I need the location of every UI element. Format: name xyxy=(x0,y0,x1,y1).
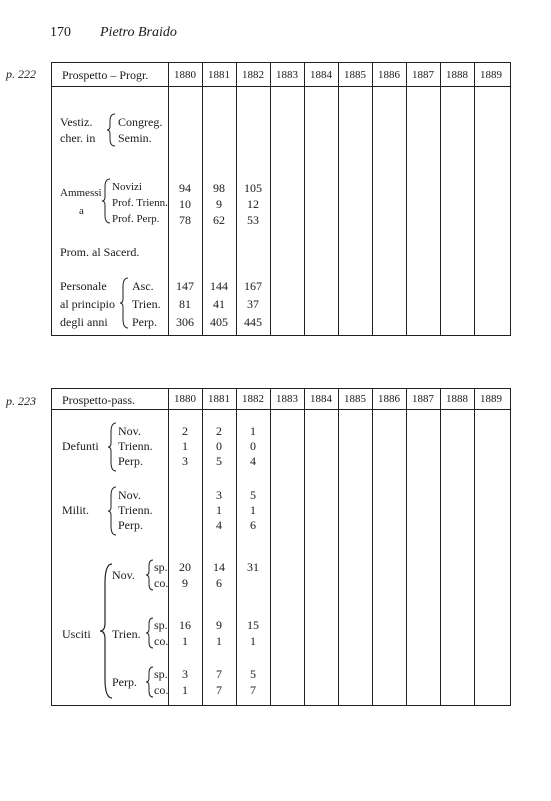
table-cell: 10 xyxy=(179,197,191,211)
table-cell: 3 xyxy=(182,454,188,468)
usciti-label: Usciti xyxy=(62,627,91,641)
year-header: 1887 xyxy=(412,69,434,81)
column-rule xyxy=(304,63,305,335)
table-cell: 1 xyxy=(250,634,256,648)
year-header: 1883 xyxy=(276,393,298,405)
defunti-row-label: Trienn. xyxy=(118,439,153,453)
year-header: 1888 xyxy=(446,393,468,405)
table-cell: 3 xyxy=(182,667,188,681)
table-cell: 2 xyxy=(216,424,222,438)
table-title: Prospetto-pass. xyxy=(62,393,135,407)
column-rule xyxy=(406,63,407,335)
defunti-row-label: Perp. xyxy=(118,454,143,468)
table-cell: 62 xyxy=(213,213,225,227)
brace-icon xyxy=(146,559,154,591)
column-rule xyxy=(474,389,475,705)
year-header: 1880 xyxy=(174,393,196,405)
brace-icon xyxy=(146,666,154,698)
table-cell: 14 xyxy=(213,560,225,574)
table-cell: 16 xyxy=(179,618,191,632)
table-cell: 4 xyxy=(250,454,256,468)
defunti-row-label: Nov. xyxy=(118,424,141,438)
column-rule xyxy=(474,63,475,335)
column-rule xyxy=(406,389,407,705)
vestiz-sub-semin: Semin. xyxy=(118,131,152,145)
column-rule xyxy=(440,389,441,705)
ammessi-row-label: Novizi xyxy=(112,181,142,193)
year-header: 1887 xyxy=(412,393,434,405)
year-header: 1886 xyxy=(378,393,400,405)
table-cell: 78 xyxy=(179,213,191,227)
table-cell: 1 xyxy=(216,634,222,648)
table-cell: 12 xyxy=(247,197,259,211)
vestiz-sub-congreg: Congreg. xyxy=(118,115,163,129)
year-header: 1882 xyxy=(242,69,264,81)
table-cell: 3 xyxy=(216,488,222,502)
table-cell: 9 xyxy=(182,576,188,590)
ammessi-row-label: Prof. Perp. xyxy=(112,213,160,225)
table-cell: 9 xyxy=(216,618,222,632)
table-cell: 445 xyxy=(244,315,262,329)
year-header: 1888 xyxy=(446,69,468,81)
table-cell: 5 xyxy=(216,454,222,468)
table-title: Prospetto – Progr. xyxy=(62,68,149,82)
table-progr xyxy=(51,62,511,336)
header-rule xyxy=(52,409,510,410)
table-cell: 81 xyxy=(179,297,191,311)
usciti-row-label: sp. xyxy=(154,667,168,681)
year-header: 1882 xyxy=(242,393,264,405)
vestiz-label: Vestiz. xyxy=(60,115,93,129)
column-rule xyxy=(338,389,339,705)
table-cell: 9 xyxy=(216,197,222,211)
year-header: 1880 xyxy=(174,69,196,81)
usciti-group-label: Perp. xyxy=(112,675,137,689)
year-header: 1881 xyxy=(208,69,230,81)
table-cell: 15 xyxy=(247,618,259,632)
page-reference: p. 223 xyxy=(6,394,36,408)
table-cell: 20 xyxy=(179,560,191,574)
personale-row-label: Perp. xyxy=(132,315,157,329)
table-cell: 0 xyxy=(216,439,222,453)
brace-icon xyxy=(120,277,130,329)
brace-icon xyxy=(108,486,118,536)
table-cell: 31 xyxy=(247,560,259,574)
table-cell: 1 xyxy=(182,683,188,697)
table-cell: 98 xyxy=(213,181,225,195)
table-cell: 1 xyxy=(250,424,256,438)
usciti-row-label: sp. xyxy=(154,560,168,574)
ammessi-row-label: Prof. Trienn. xyxy=(112,197,168,209)
defunti-label: Defunti xyxy=(62,439,99,453)
table-cell: 105 xyxy=(244,181,262,195)
personale-row-label: Trien. xyxy=(132,297,161,311)
prom-label: Prom. al Sacerd. xyxy=(60,245,140,259)
column-rule xyxy=(304,389,305,705)
page-number: 170 xyxy=(50,25,71,40)
year-header: 1884 xyxy=(310,69,332,81)
table-cell: 147 xyxy=(176,279,194,293)
usciti-row-label: sp. xyxy=(154,618,168,632)
column-rule xyxy=(440,63,441,335)
table-cell: 405 xyxy=(210,315,228,329)
year-header: 1886 xyxy=(378,69,400,81)
table-pass xyxy=(51,388,511,706)
table-cell: 53 xyxy=(247,213,259,227)
table-cell: 1 xyxy=(250,503,256,517)
table-cell: 1 xyxy=(182,439,188,453)
milit-row-label: Nov. xyxy=(118,488,141,502)
page-reference: p. 222 xyxy=(6,67,36,81)
milit-row-label: Trienn. xyxy=(118,503,153,517)
year-header: 1889 xyxy=(480,69,502,81)
vestiz-label-2: cher. in xyxy=(60,131,96,145)
brace-icon xyxy=(146,617,154,649)
table-cell: 41 xyxy=(213,297,225,311)
running-head-author: Pietro Braido xyxy=(100,25,177,40)
brace-icon xyxy=(102,178,112,224)
ammessi-label-2: a xyxy=(79,205,84,217)
table-cell: 7 xyxy=(216,667,222,681)
table-cell: 167 xyxy=(244,279,262,293)
usciti-row-label: co. xyxy=(154,683,169,697)
column-rule xyxy=(372,63,373,335)
table-cell: 7 xyxy=(216,683,222,697)
table-cell: 5 xyxy=(250,488,256,502)
column-rule xyxy=(270,389,271,705)
personale-label: Personale xyxy=(60,279,107,293)
table-cell: 6 xyxy=(216,576,222,590)
table-cell: 7 xyxy=(250,683,256,697)
ammessi-label: Ammessi xyxy=(60,187,102,199)
year-header: 1883 xyxy=(276,69,298,81)
table-cell: 6 xyxy=(250,518,256,532)
personale-row-label: Asc. xyxy=(132,279,154,293)
column-rule xyxy=(372,389,373,705)
milit-label: Milit. xyxy=(62,503,90,517)
table-cell: 94 xyxy=(179,181,191,195)
column-rule xyxy=(270,63,271,335)
year-header: 1885 xyxy=(344,69,366,81)
table-cell: 144 xyxy=(210,279,228,293)
column-rule xyxy=(338,63,339,335)
usciti-group-label: Nov. xyxy=(112,568,135,582)
table-cell: 306 xyxy=(176,315,194,329)
brace-icon xyxy=(107,113,117,147)
usciti-row-label: co. xyxy=(154,576,169,590)
table-cell: 5 xyxy=(250,667,256,681)
table-cell: 37 xyxy=(247,297,259,311)
header-rule xyxy=(52,86,510,87)
usciti-group-label: Trien. xyxy=(112,627,141,641)
brace-icon xyxy=(108,422,118,472)
personale-label-3: degli anni xyxy=(60,315,108,329)
year-header: 1885 xyxy=(344,393,366,405)
usciti-row-label: co. xyxy=(154,634,169,648)
personale-label-2: al principio xyxy=(60,297,115,311)
year-header: 1881 xyxy=(208,393,230,405)
table-cell: 0 xyxy=(250,439,256,453)
table-cell: 4 xyxy=(216,518,222,532)
year-header: 1889 xyxy=(480,393,502,405)
table-cell: 2 xyxy=(182,424,188,438)
table-cell: 1 xyxy=(182,634,188,648)
table-cell: 1 xyxy=(216,503,222,517)
year-header: 1884 xyxy=(310,393,332,405)
milit-row-label: Perp. xyxy=(118,518,143,532)
